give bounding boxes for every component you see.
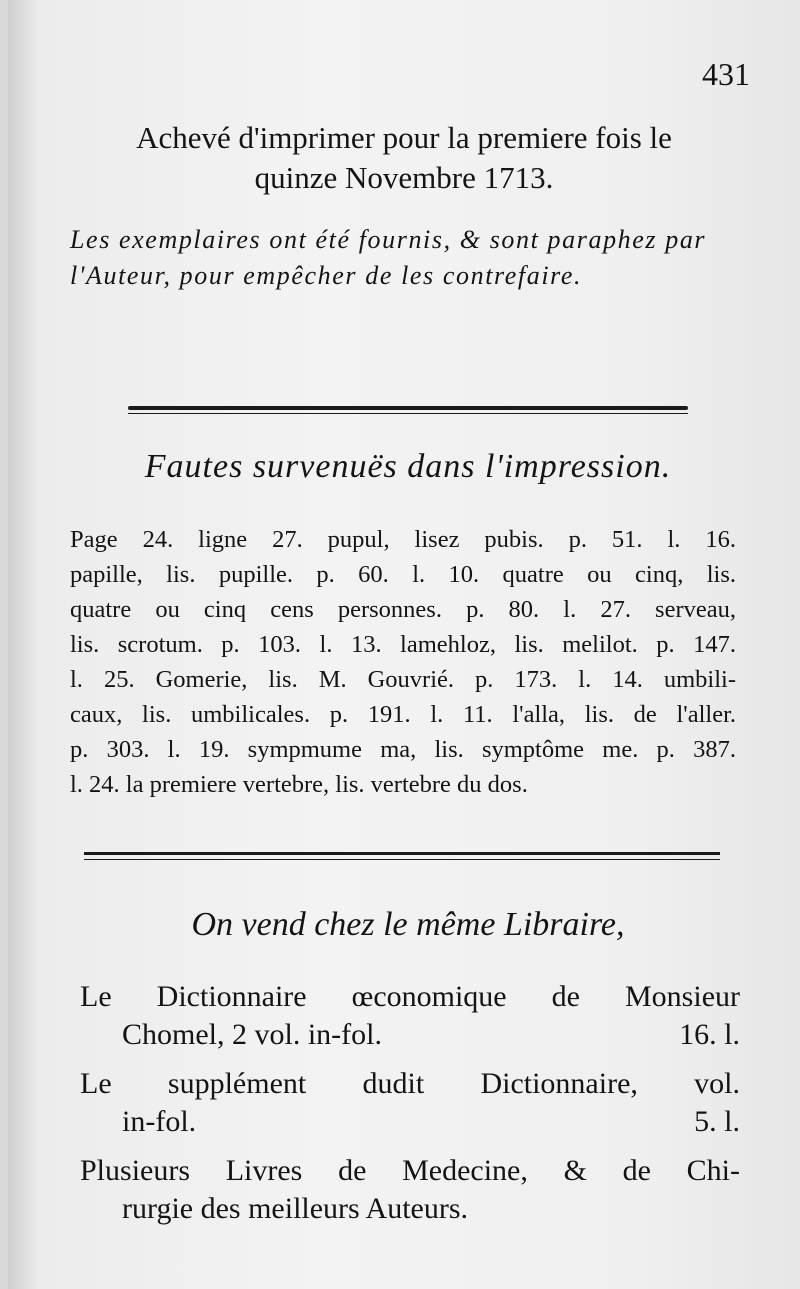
colophon-line-1: Achevé d'imprimer pour la premiere fois le: [136, 120, 672, 155]
colophon: [64, 118, 744, 198]
book-price: 5. l.: [694, 1105, 740, 1138]
errata-line: papille, lis. pupille. p. 60. l. 10. quatre ou cinq, lis.: [70, 561, 736, 588]
book-list: [80, 978, 740, 1239]
book-title-continuation: rurgie des meilleurs Auteurs.: [122, 1192, 469, 1225]
bookseller-heading: On vend chez le même Libraire,: [191, 906, 625, 943]
section-rule-thin: [84, 859, 720, 860]
authentication-note: Les exemplaires ont été fournis, & sont paraphez par l'Auteur, pour empêcher de les contrefaire.: [70, 225, 707, 290]
errata-line: lis. scrotum. p. 103. l. 13. lamehloz, lis. melilot. p. 147.: [70, 631, 736, 658]
errata-line: quatre ou cinq cens personnes. p. 80. l. 27. serveau,: [70, 596, 736, 623]
book-title-line: Le supplément dudit Dictionnaire, vol.: [80, 1067, 740, 1100]
book-price: 16. l.: [679, 1018, 740, 1051]
book-title-line: Le Dictionnaire œconomique de Monsieur: [80, 980, 740, 1013]
book-title-line: Plusieurs Livres de Medecine, & de Chi-: [80, 1154, 740, 1187]
colophon-line-2: quinze Novembre 1713.: [254, 160, 554, 195]
book-title-continuation: Chomel, 2 vol. in-fol.: [122, 1018, 382, 1051]
section-rule: [84, 852, 720, 855]
ornamental-rule-top: [128, 406, 688, 410]
errata-line: Page 24. ligne 27. pupul, lisez pubis. p. 51. l. 16.: [70, 526, 736, 553]
errata-title: Fautes survenuës dans l'impression.: [144, 448, 672, 485]
book-page: [8, 0, 800, 1289]
errata-line: l. 24. la premiere vertebre, lis. vertebre du dos.: [70, 771, 528, 798]
ornamental-rule-top-thin: [128, 413, 688, 414]
errata-line: l. 25. Gomerie, lis. M. Gouvrié. p. 173. l. 14. umbili-: [70, 666, 736, 693]
book-entry: [80, 1152, 740, 1228]
errata-line: p. 303. l. 19. sympmume ma, lis. symptôme me. p. 387.: [70, 736, 736, 763]
book-entry: [80, 1065, 740, 1141]
book-entry: [80, 978, 740, 1054]
book-title-continuation: in-fol.: [122, 1105, 197, 1138]
errata-list: [70, 522, 736, 802]
page-number: 431: [702, 56, 750, 92]
errata-line: caux, lis. umbilicales. p. 191. l. 11. l'alla, lis. de l'aller.: [70, 701, 736, 728]
